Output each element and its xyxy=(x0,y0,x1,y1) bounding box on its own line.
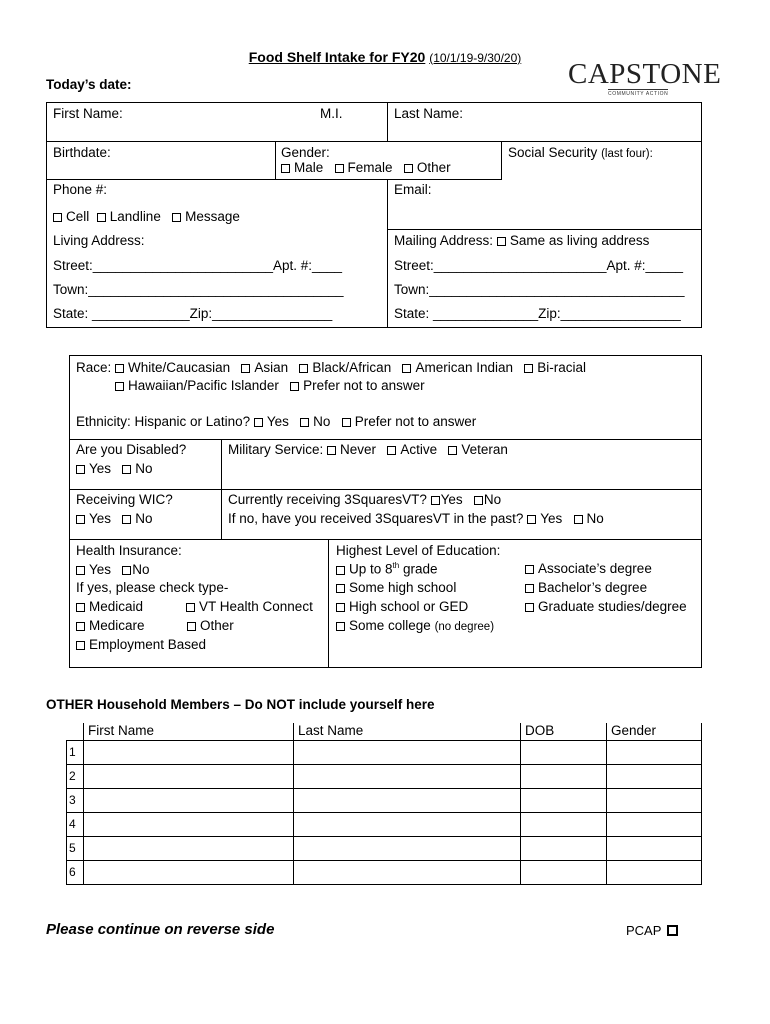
table-row xyxy=(67,836,702,860)
mailing-address-label: Mailing Address: Same as living address xyxy=(394,233,650,248)
table-row xyxy=(67,860,702,884)
ethnicity-yes-checkbox[interactable] xyxy=(254,418,263,427)
last-name-cell[interactable] xyxy=(294,764,521,788)
table-row xyxy=(67,764,702,788)
title-text: Food Shelf Intake for FY20 xyxy=(248,49,426,65)
insurance-medicaid: Medicaid xyxy=(76,599,143,614)
ethnicity-row: Ethnicity: Hispanic or Latino? Yes No Prefer not to answer xyxy=(76,414,477,429)
gender-cell[interactable] xyxy=(607,812,702,836)
education-up-to-8th: Up to 8th grade xyxy=(336,561,437,577)
last-name-cell[interactable] xyxy=(294,812,521,836)
squares-label: Currently receiving 3SquaresVT? xyxy=(228,492,427,507)
race-american-indian-checkbox[interactable] xyxy=(402,364,411,373)
dob-cell[interactable] xyxy=(521,740,607,764)
phone-type-options: Cell Landline Message xyxy=(53,209,240,224)
household-header-row xyxy=(67,723,702,740)
dob-cell[interactable] xyxy=(521,812,607,836)
military-label: Military Service: xyxy=(228,442,324,457)
insurance-medicare: Medicare xyxy=(76,618,145,633)
education-bachelors-checkbox[interactable] xyxy=(525,584,534,593)
race-hawaiian-checkbox[interactable] xyxy=(115,382,124,391)
squares-past-yes-checkbox[interactable] xyxy=(527,515,536,524)
insurance-employment: Employment Based xyxy=(76,637,206,652)
race-row-1: Race: White/Caucasian Asian Black/African American Indian Bi-racial xyxy=(76,360,587,375)
table-row xyxy=(67,812,702,836)
education-up-to-8th-checkbox[interactable] xyxy=(336,566,345,575)
living-address-label: Living Address: xyxy=(53,233,145,248)
insurance-medicaid-checkbox[interactable] xyxy=(76,603,85,612)
row-number: 5 xyxy=(67,836,84,860)
gender-cell[interactable] xyxy=(607,860,702,884)
military-active-checkbox[interactable] xyxy=(387,446,396,455)
disabled-label: Are you Disabled? xyxy=(76,442,187,457)
gender-cell[interactable] xyxy=(607,764,702,788)
date-range: (10/1/19-9/30/20) xyxy=(429,51,522,65)
last-name-field[interactable]: Last Name: xyxy=(394,106,464,121)
race-prefer-not-checkbox[interactable] xyxy=(290,382,299,391)
squares-yes-checkbox[interactable] xyxy=(431,496,440,505)
email-field[interactable]: Email: xyxy=(394,182,432,197)
middle-initial-field[interactable]: M.I. xyxy=(320,106,343,121)
ethnicity-no-checkbox[interactable] xyxy=(300,418,309,427)
row-number-header xyxy=(67,723,84,740)
last-name-cell[interactable] xyxy=(294,836,521,860)
table-row xyxy=(67,740,702,764)
phone-field[interactable]: Phone #: xyxy=(53,182,108,197)
last-name-cell[interactable] xyxy=(294,860,521,884)
education-associates: Associate’s degree xyxy=(525,561,652,576)
insurance-other: Other xyxy=(187,618,234,633)
dob-cell[interactable] xyxy=(521,788,607,812)
household-heading: OTHER Household Members – Do NOT include yourself here xyxy=(46,697,435,712)
insurance-vt-health-checkbox[interactable] xyxy=(186,603,195,612)
column-dob: DOB xyxy=(521,723,607,740)
insurance-vt-health: VT Health Connect xyxy=(186,599,313,614)
living-state-zip-field[interactable]: State: _____________Zip:________________ xyxy=(53,306,333,321)
wic-options: Yes No xyxy=(76,511,153,526)
squares-row: Currently receiving 3SquaresVT? Yes No xyxy=(228,492,502,507)
disabled-yes-checkbox[interactable] xyxy=(76,465,85,474)
disabled-no-checkbox[interactable] xyxy=(122,465,131,474)
squares-no-checkbox[interactable] xyxy=(474,496,483,505)
insurance-yes-checkbox[interactable] xyxy=(76,566,85,575)
education-high-school: High school or GED xyxy=(336,599,468,614)
row-number: 2 xyxy=(67,764,84,788)
mailing-town-field[interactable]: Town:__________________________________ xyxy=(394,282,685,297)
first-name-cell[interactable] xyxy=(84,812,294,836)
gender-male-checkbox[interactable] xyxy=(281,164,290,173)
first-name-cell[interactable] xyxy=(84,836,294,860)
squares-past-label: If no, have you received 3SquaresVT in the past? xyxy=(228,511,524,526)
capstone-logo xyxy=(568,58,722,97)
logo-subtitle: COMMUNITY ACTION xyxy=(608,91,669,97)
gender-female-checkbox[interactable] xyxy=(335,164,344,173)
wic-no-checkbox[interactable] xyxy=(122,515,131,524)
living-town-field[interactable]: Town:__________________________________ xyxy=(53,282,344,297)
wic-label: Receiving WIC? xyxy=(76,492,173,507)
continue-note: Please continue on reverse side xyxy=(46,921,275,938)
race-asian-checkbox[interactable] xyxy=(241,364,250,373)
gender-other-checkbox[interactable] xyxy=(404,164,413,173)
race-white-checkbox[interactable] xyxy=(115,364,124,373)
education-label: Highest Level of Education: xyxy=(336,543,501,558)
education-some-high-school: Some high school xyxy=(336,580,456,595)
gender-cell[interactable] xyxy=(607,740,702,764)
mailing-street-field[interactable]: Street:_______________________Apt. #:_____ xyxy=(394,258,684,273)
same-as-living-checkbox[interactable] xyxy=(497,237,506,246)
education-graduate-checkbox[interactable] xyxy=(525,603,534,612)
first-name-cell[interactable] xyxy=(84,788,294,812)
table-row xyxy=(67,788,702,812)
race-biracial-checkbox[interactable] xyxy=(524,364,533,373)
phone-cell-checkbox[interactable] xyxy=(53,213,62,222)
military-row: Military Service: Never Active Veteran xyxy=(228,442,508,457)
logo-word: CAPSTONE xyxy=(568,58,722,90)
column-gender: Gender xyxy=(607,723,702,740)
military-never-checkbox[interactable] xyxy=(327,446,336,455)
first-name-field[interactable]: First Name: xyxy=(53,106,123,121)
insurance-no-checkbox[interactable] xyxy=(122,566,131,575)
row-number: 4 xyxy=(67,812,84,836)
pcap-field xyxy=(626,923,682,938)
race-black-checkbox[interactable] xyxy=(299,364,308,373)
pcap-label: PCAP xyxy=(626,923,662,938)
insurance-options: Yes No xyxy=(76,562,150,577)
row-number: 3 xyxy=(67,788,84,812)
ethnicity-label: Ethnicity: Hispanic or Latino? xyxy=(76,414,251,429)
first-name-cell[interactable] xyxy=(84,764,294,788)
education-some-college-checkbox[interactable] xyxy=(336,622,345,631)
squares-past-row: If no, have you received 3SquaresVT in the past? Yes No xyxy=(228,511,604,526)
gender-label: Gender: xyxy=(281,145,330,160)
wic-yes-checkbox[interactable] xyxy=(76,515,85,524)
phone-landline-checkbox[interactable] xyxy=(97,213,106,222)
dob-cell[interactable] xyxy=(521,836,607,860)
race-row-2: Hawaiian/Pacific Islander Prefer not to answer xyxy=(115,378,425,393)
insurance-type-label: If yes, please check type- xyxy=(76,580,229,595)
last-name-cell[interactable] xyxy=(294,788,521,812)
insurance-employment-checkbox[interactable] xyxy=(76,641,85,650)
first-name-cell[interactable] xyxy=(84,860,294,884)
pcap-checkbox[interactable] xyxy=(667,925,678,936)
education-graduate: Graduate studies/degree xyxy=(525,599,687,614)
column-last-name: Last Name xyxy=(294,723,521,740)
military-veteran-checkbox[interactable] xyxy=(448,446,457,455)
education-associates-checkbox[interactable] xyxy=(525,565,534,574)
gender-cell[interactable] xyxy=(607,788,702,812)
education-some-high-school-checkbox[interactable] xyxy=(336,584,345,593)
insurance-label: Health Insurance: xyxy=(76,543,182,558)
household-table xyxy=(66,723,702,885)
disabled-options: Yes No xyxy=(76,461,153,476)
first-name-cell[interactable] xyxy=(84,740,294,764)
education-some-college: Some college (no degree) xyxy=(336,618,494,633)
race-label: Race: xyxy=(76,360,112,375)
dob-cell[interactable] xyxy=(521,764,607,788)
ethnicity-prefer-not-checkbox[interactable] xyxy=(342,418,351,427)
last-name-cell[interactable] xyxy=(294,740,521,764)
todays-date-label: Today’s date: xyxy=(46,77,132,92)
gender-options: Male Female Other xyxy=(281,160,451,175)
education-bachelors: Bachelor’s degree xyxy=(525,580,647,595)
ssn-field[interactable]: Social Security (last four): xyxy=(508,145,653,160)
birthdate-field[interactable]: Birthdate: xyxy=(53,145,111,160)
phone-message-checkbox[interactable] xyxy=(172,213,181,222)
mailing-state-zip-field[interactable]: State: ______________Zip:________________ xyxy=(394,306,681,321)
squares-past-no-checkbox[interactable] xyxy=(574,515,583,524)
living-street-field[interactable]: Street:________________________Apt. #:____ xyxy=(53,258,343,273)
column-first-name: First Name xyxy=(84,723,294,740)
insurance-medicare-checkbox[interactable] xyxy=(76,622,85,631)
gender-cell[interactable] xyxy=(607,836,702,860)
education-high-school-checkbox[interactable] xyxy=(336,603,345,612)
dob-cell[interactable] xyxy=(521,860,607,884)
insurance-other-checkbox[interactable] xyxy=(187,622,196,631)
row-number: 1 xyxy=(67,740,84,764)
row-number: 6 xyxy=(67,860,84,884)
